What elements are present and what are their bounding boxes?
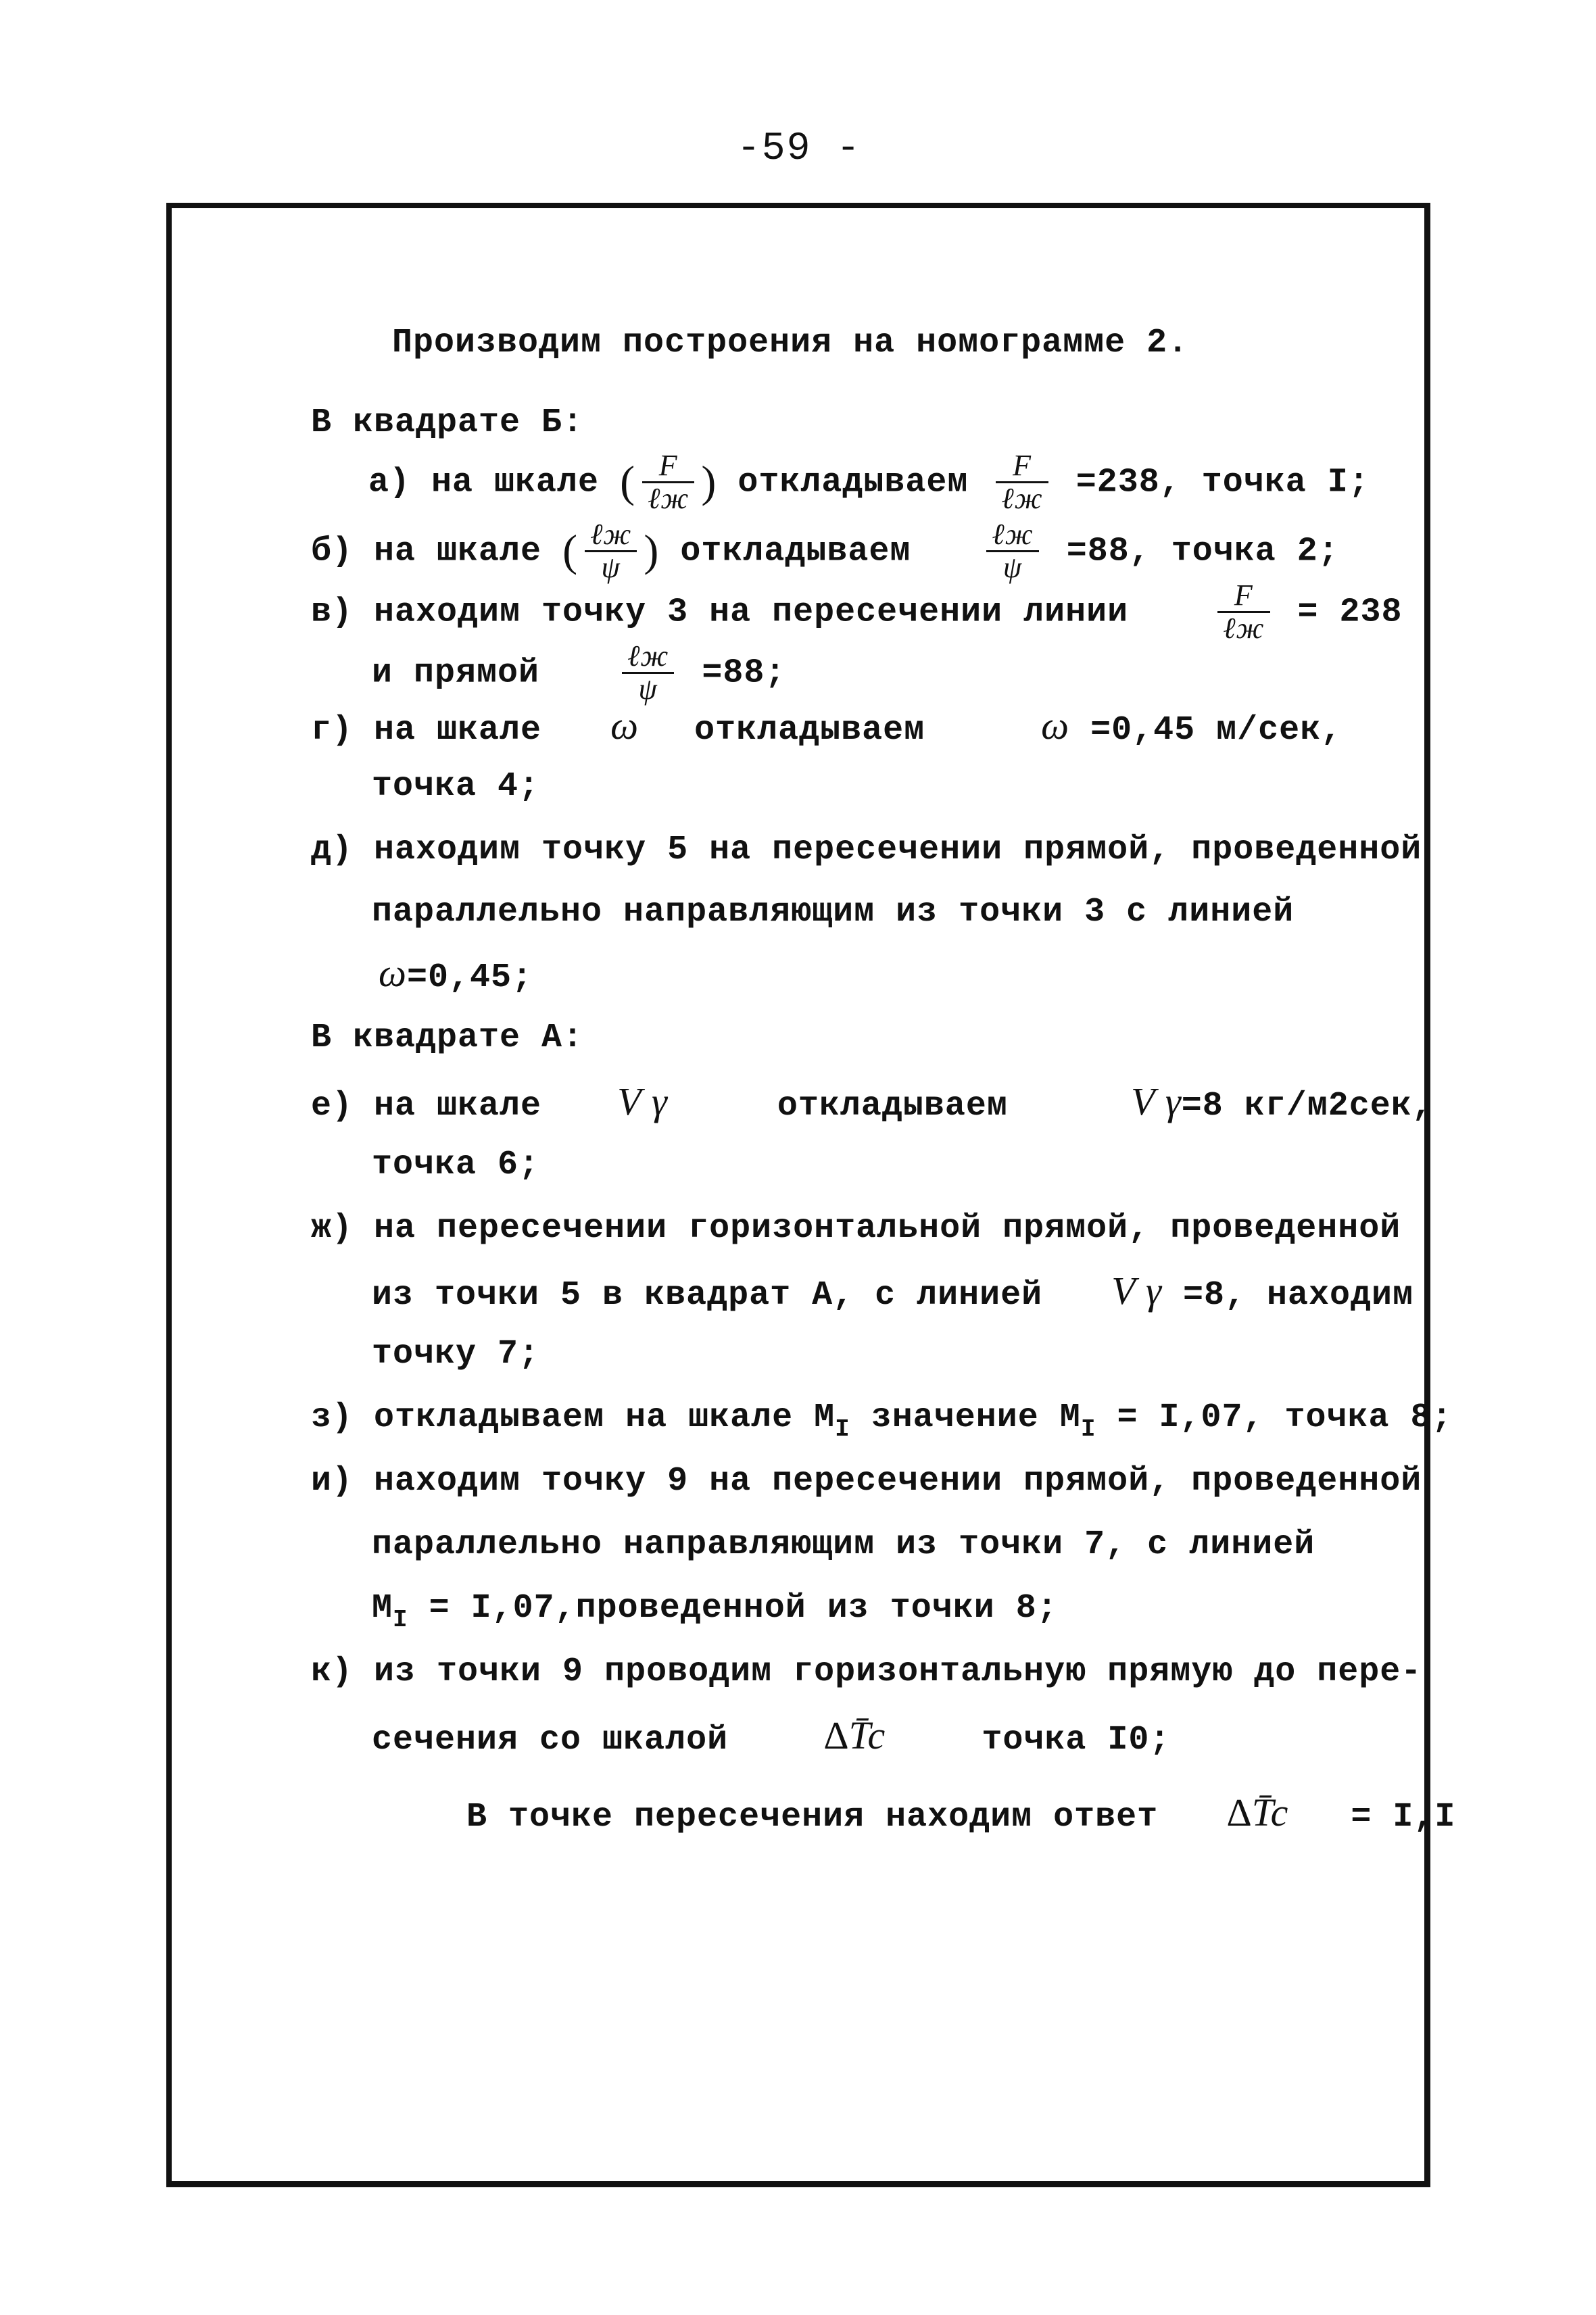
- item-k-line2: сечения со шкалой ∆T̄c точка I0;: [372, 1713, 1171, 1759]
- item-b-prefix: б) на шкале: [311, 532, 542, 571]
- v-gamma-symbol: V γ: [1111, 1269, 1162, 1313]
- item-g-line2: точка 4;: [372, 767, 540, 806]
- subscript-i: I: [1080, 1415, 1096, 1443]
- item-z: з) откладываем на шкале $М_I$ значение $М_I = I,07$, точка 8;: [311, 1398, 1453, 1443]
- fraction-fzh-over-psi: $\frac{\text{ℓж}}{\psi}$: [585, 519, 637, 583]
- page-title: Производим построения на номограмме 2.: [392, 324, 1189, 362]
- section-heading-b: В квадрате Б:: [311, 404, 584, 442]
- item-d-line2: параллельно направляющим из точки 3 с линией: [372, 893, 1295, 931]
- item-k-line1: к) из точки 9 проводим горизонтальную прямую до пере-: [311, 1653, 1422, 1691]
- omega-symbol: ω: [1041, 704, 1070, 748]
- item-a-value: =238, точка I;: [1075, 463, 1370, 502]
- v-gamma-symbol: V γ: [617, 1079, 668, 1123]
- item-a: а) на шкале ( $\frac{F}{\text{ℓж}}$ ) откладываем $\frac{F}{\text{ℓж}}$ =238, точка I;: [368, 449, 1370, 515]
- item-a-mid: откладываем: [737, 463, 969, 502]
- item-i-line3: $М_I$ = I,07,проведенной из точки 8;: [372, 1589, 1058, 1634]
- item-zh-line3: точку 7;: [372, 1335, 540, 1373]
- item-e-line2: точка 6;: [372, 1146, 540, 1184]
- item-zh-line1: ж) на пересечении горизонтальной прямой, проведенной: [311, 1209, 1401, 1248]
- fraction-fzh-over-psi-v: $\frac{\text{ℓж}}{\psi}$: [622, 641, 674, 705]
- item-a-prefix: а) на шкале: [368, 463, 600, 502]
- item-b-mid: откладываем: [680, 532, 911, 571]
- delta-tc-symbol: ∆T̄c: [824, 1713, 886, 1757]
- item-b-value: =88, точка 2;: [1066, 532, 1339, 571]
- item-d-line3: ω=0,45;: [379, 951, 533, 997]
- item-v-line1: в) находим точку 3 на пересечении линии $\frac{F}{\text{ℓж}}$ = 238: [311, 579, 1403, 645]
- item-g-line1: г) на шкале ω откладываем ω =0,45 м/сек,: [311, 704, 1343, 750]
- fraction-f-over-fzh: $\frac{F}{\text{ℓж}}$: [642, 450, 694, 514]
- item-d-line1: д) находим точку 5 на пересечении прямой, проведенной: [311, 831, 1422, 869]
- omega-symbol: ω: [379, 951, 407, 995]
- item-i-line2: параллельно направляющим из точки 7, с линией: [372, 1526, 1315, 1564]
- fraction-f-over-fzh-value: $\frac{F}{\text{ℓж}}$: [996, 450, 1048, 514]
- v-gamma-symbol: V γ: [1130, 1079, 1182, 1123]
- item-i-line1: и) находим точку 9 на пересечении прямой, проведенной: [311, 1462, 1422, 1501]
- fraction-fzh-over-psi-value: $\frac{\text{ℓж}}{\psi}$: [986, 519, 1038, 583]
- section-heading-a: В квадрате А:: [311, 1019, 584, 1057]
- answer-value: = I,I: [1351, 1798, 1456, 1836]
- answer-line: В точке пересечения находим ответ ∆T̄c = I,I: [466, 1790, 1456, 1836]
- item-zh-line2: из точки 5 в квадрат А, с линией V γ =8, находим: [372, 1269, 1414, 1315]
- subscript-i: I: [393, 1606, 408, 1634]
- fraction-f-over-fzh-v: $\frac{F}{\text{ℓж}}$: [1217, 580, 1269, 644]
- item-b: б) на шкале ( $\frac{\text{ℓж}}{\psi}$ ) откладываем $\frac{\text{ℓж}}{\psi}$ =88, точка 2;: [311, 518, 1339, 584]
- delta-tc-symbol: ∆T̄c: [1227, 1790, 1289, 1834]
- page-number: -59 -: [737, 127, 862, 171]
- item-v-line2: и прямой $\frac{\text{ℓж}}{\psi}$ =88;: [372, 639, 786, 706]
- item-e-line1: е) на шкале V γ откладываем V γ=8 кг/м2сек,: [311, 1079, 1433, 1125]
- subscript-i: I: [835, 1415, 850, 1443]
- omega-symbol: ω: [610, 704, 639, 748]
